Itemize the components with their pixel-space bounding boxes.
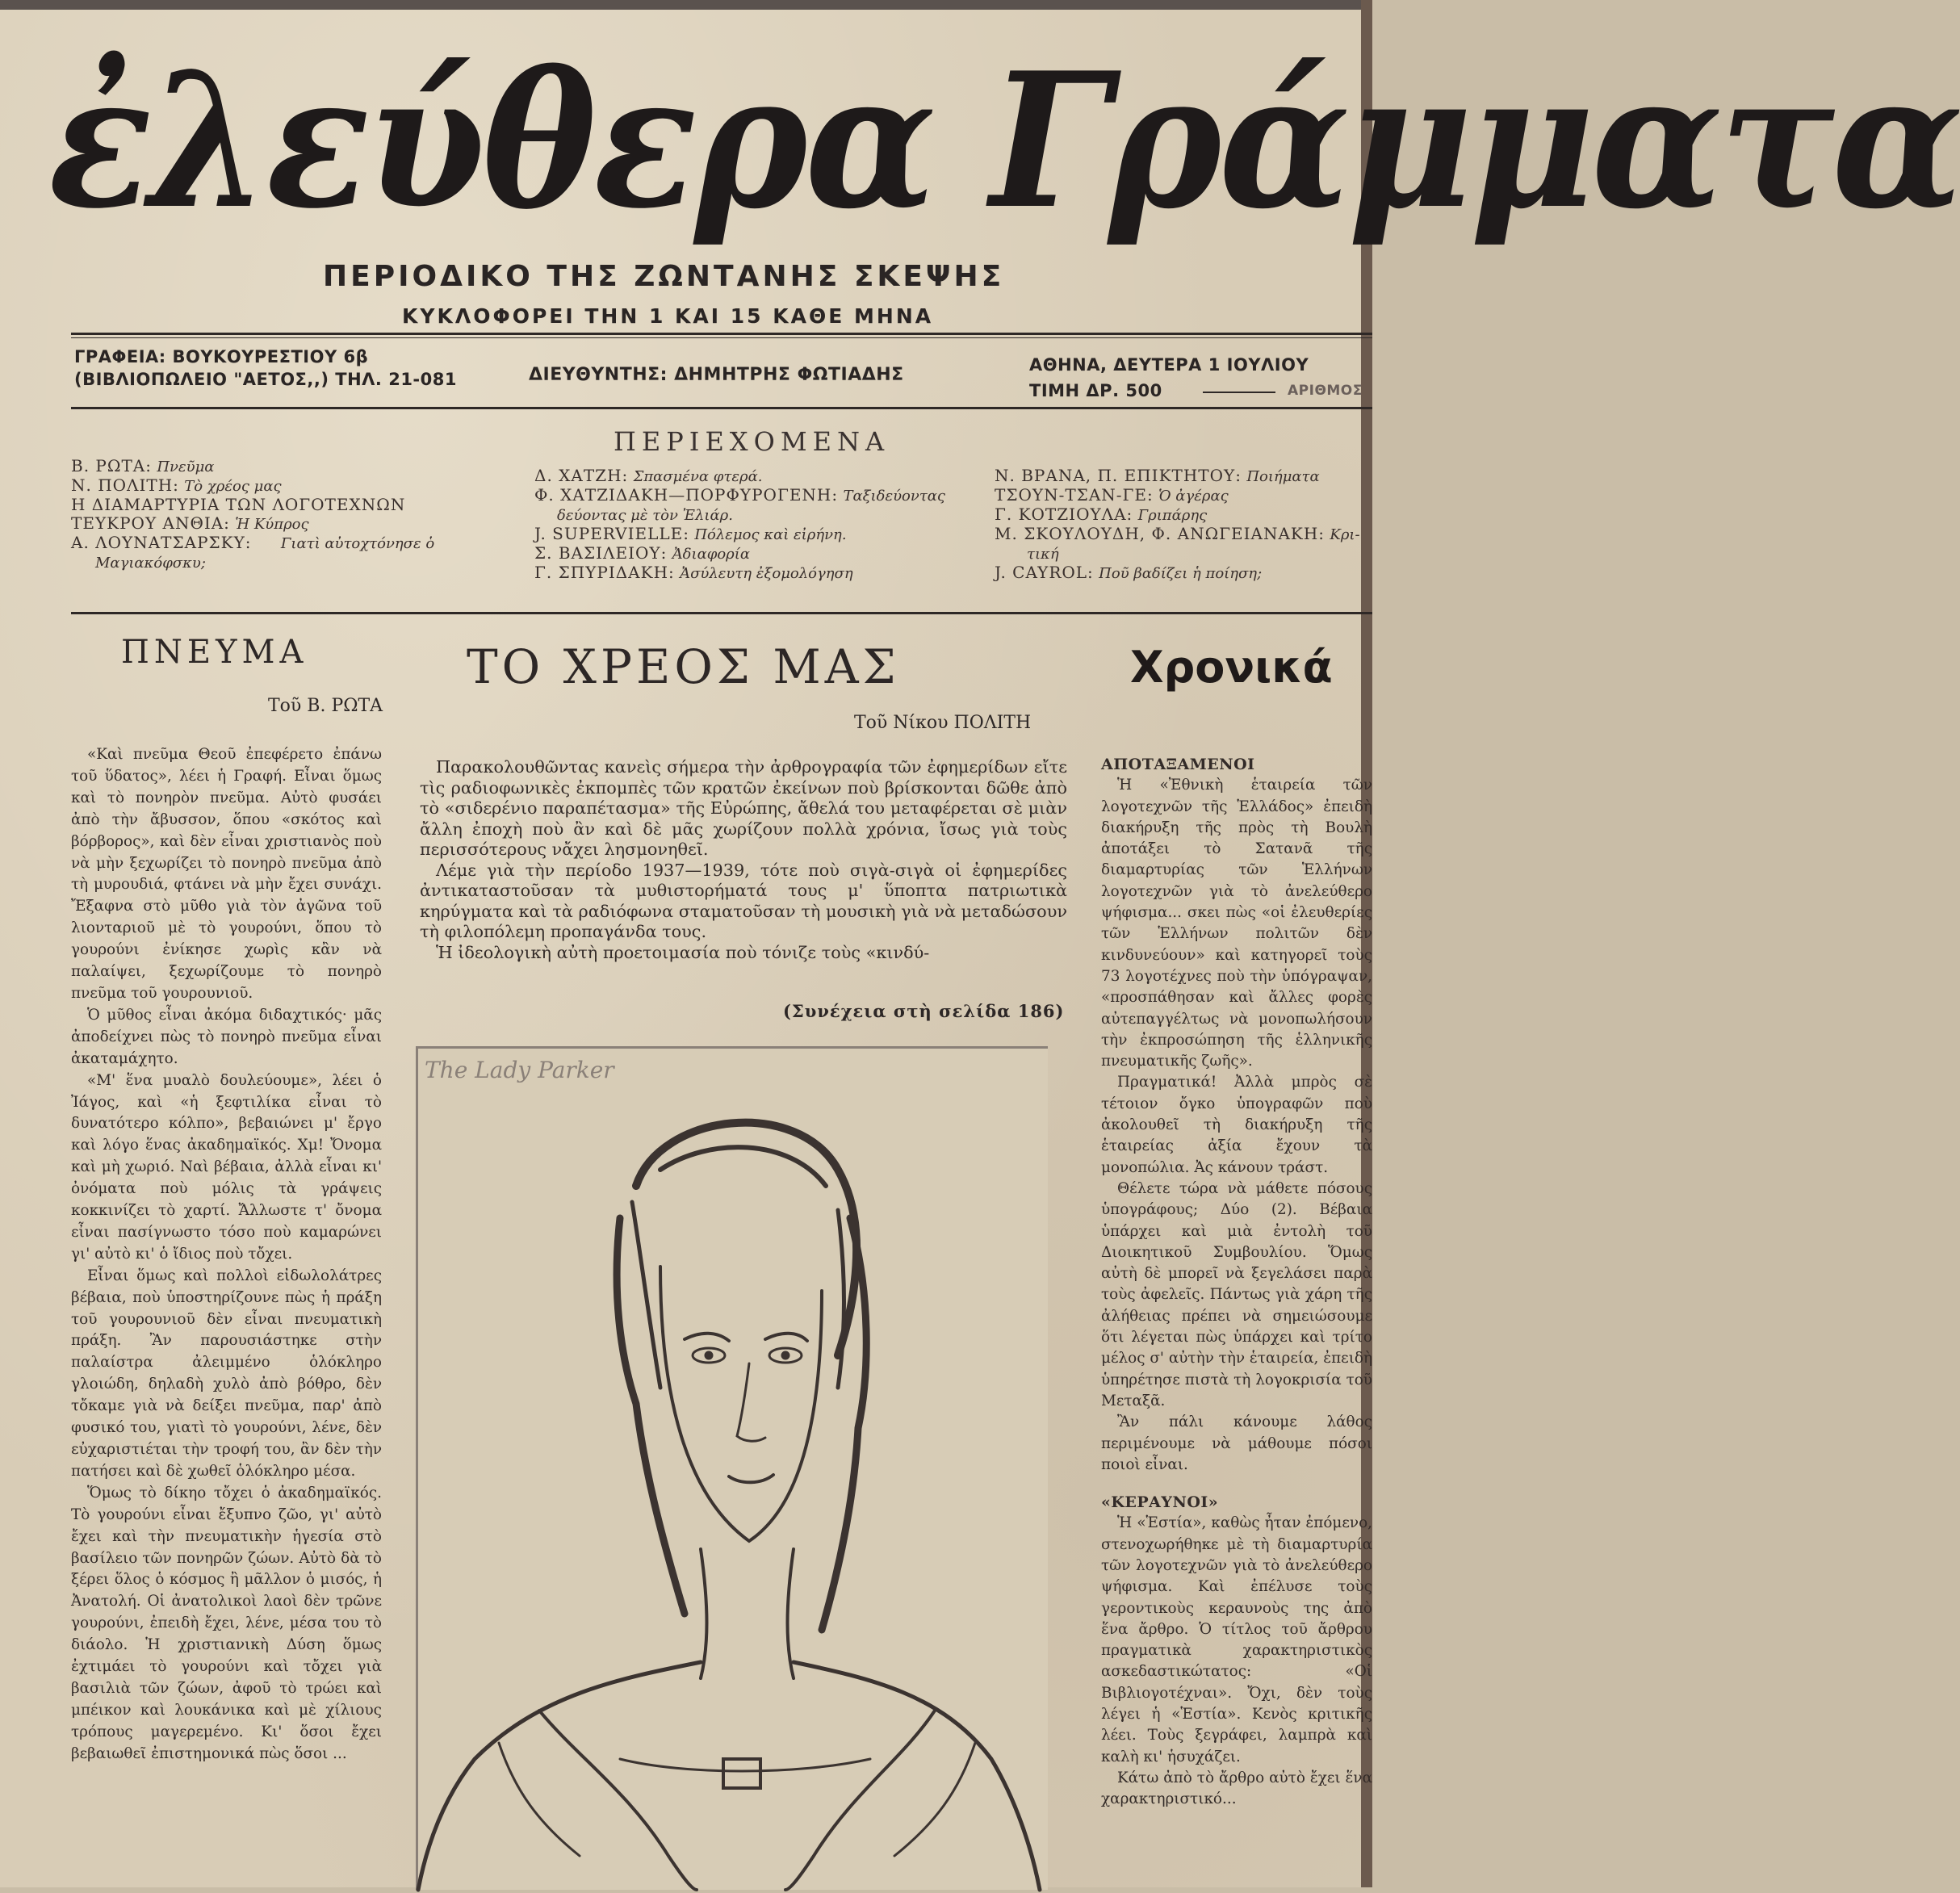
paragraph: Ἡ ἰδεολογικὴ αὐτὴ προετοιμασία ποὺ τόνιζε τοὺς «κινδύ- xyxy=(436,942,930,962)
article-xronika-body xyxy=(1101,749,1372,1887)
article-pneuma-body xyxy=(71,744,382,1883)
continued-note: (Συνέχεια στὴ σελίδα 186) xyxy=(783,1001,1065,1021)
paragraph: Ὅμως τὸ δίκηο τὄχει ὁ ἀκαδημαϊκός. Τὸ γουρούνι εἶναι ἔξυπνο ζῶο, γι' αὐτὸ ἔχει καὶ τὴν πνευματικὴν ἡγεσία στὸ βασίλειο τῶν πονηρῶν ζώων. Αὐτὸ δὰ τὸ ξέρει ὅλος ὁ κόσμος ἢ μᾶλλον ὁ μισός, ἡ Ἀνατολή. Οἱ ἀνατολικοὶ λαοὶ δὲν τρῶνε γουρούνι, ἐπειδὴ ἔχει, λένε, μέσα του τὸ διάολο. Ἡ χριστιανικὴ Δύση ὅμως ἐχτιμάει τὸ γουρούνι καὶ τὄχει γιὰ βασιλιὰ τῶν ζώων, ἀφοῦ τὸ τρώει καὶ μπέικον καὶ λουκάνικα καὶ μὲ χίλιους τρόπους μαγερεμένο. Κι' ὅσοι ἔχει βεβαιωθεῖ ἐπιστημονικά πὼς ὅσοι ... xyxy=(71,1484,382,1762)
toc-item: Γ. ΚΟΤΖΙΟΥΛΑ: Γριπάρης xyxy=(995,505,1208,524)
toc-item: Δ. ΧΑΤΖΗ: Σπασμένα φτερά. xyxy=(534,466,763,485)
offices-address: ΓΡΑΦΕΙΑ: ΒΟΥΚΟΥΡΕΣΤΙΟΥ 6β xyxy=(74,347,369,366)
toc-item: ΤΕΥΚΡΟΥ ΑΝΘΙΑ: Ἡ Κύπρος xyxy=(71,513,309,533)
paragraph: «Μ' ἕνα μυαλὸ δουλεύουμε», λέει ὁ Ἰάγος, καὶ «ἡ ξεφτιλίκα εἶναι τὸ δυνατότερο κόλπο», βεβαιώνει μ' ἔργο καὶ λόγο ἕνας ἀκαδημαϊκός. Χμ! Ὄνομα καὶ μὴ χωριό. Ναὶ βέβαια, ἀλλὰ εἶναι κι' ὀνόματα ποὺ μόλις τὰ γράψεις κοκκινίζει τὸ χαρτί. Ἄλλωστε τ' ὄνομα εἶναι πασίγνωστο τόσο ποὺ καμαρώνει γι' αὐτὸ κι' ὁ ἴδιος ποὺ τὄχει. xyxy=(71,1071,382,1263)
toc-item: Φ. ΧΑΤΖΙΔΑΚΗ—ΠΟΡΦΥΡΟΓΕΝΗ: Ταξιδεύοντας xyxy=(534,485,946,505)
paragraph: Ἂν πάλι κάνουμε λάθος περιμένουμε νὰ μάθουμε πόσοι ποιοὶ εἶναι. xyxy=(1101,1413,1372,1473)
contents-column-2 xyxy=(534,467,945,583)
portrait-illustration xyxy=(416,1046,1048,1890)
info-bottom-rule xyxy=(71,407,1372,409)
toc-item: Ν. ΒΡΑΝΑ, Π. ΕΠΙΚΤΗΤΟΥ: Ποιήματα xyxy=(995,466,1320,485)
paragraph: Πραγματικά! Ἀλλὰ μπρὸς σὲ τέτοιον ὄγκο ὑπογραφῶν ποὺ ἀκολουθεῖ τὴ διακήρυξη τῆς ἑταιρείας ἀξία ἔχουν τὰ μονοπώλια. Ἀς κάνουν τράστ. xyxy=(1101,1074,1372,1176)
contents-bottom-rule xyxy=(71,612,1372,614)
toc-item: Γ. ΣΠΥΡΙΔΑΚΗ: Ἀσύλευτη ἐξομολόγηση xyxy=(534,563,853,582)
toc-item: Σ. ΒΑΣΙΛΕΙΟΥ: Ἀδιαφορία xyxy=(534,543,750,563)
toc-item: Ν. ΠΟΛΙΤΗ: Τὸ χρέος μας xyxy=(71,475,282,495)
info-top-rule-thin xyxy=(71,337,1372,338)
paragraph: Ἡ «Ἑστία», καθὼς ἦταν ἐπόμενο, στενοχωρήθηκε μὲ τὴ διαμαρτυρία τῶν λογοτεχνῶν γιὰ τὸ ἀνελεύθερο ψήφισμα. Καὶ ἐπέλυσε τοὺς γεροντικοὺς κεραυνοὺς της ἀπὸ ἕνα ἄρθρο. Ὁ τίτλος τοῦ ἄρθρου πραγματικὰ χαρακτηριστικὸς ασκεδαστικώτατος: «Οἱ Βιβλιογοτέχναι». Ὄχι, δὲν τοὺς λέγει ἡ «Ἑστία». Κενὸς κριτικῆς λέει. Τοὺς ξεγράφει, λαμπρὰ καὶ καλὴ κι' ἡσυχάζει. xyxy=(1101,1514,1372,1765)
contents-column-1 xyxy=(71,457,434,572)
info-top-rule xyxy=(71,333,1372,335)
portrait-caption: The Lady Parker xyxy=(425,1057,614,1083)
contents-title: ΠΕΡΙΕΧΟΜΕΝΑ xyxy=(614,426,890,457)
masthead xyxy=(48,32,1960,266)
masthead-title: ἐλεύθερα Γράμματα xyxy=(48,32,1960,250)
masthead-subtitle: ΠΕΡΙΟΔΙΚΟ ΤΗΣ ΖΩΝΤΑΝΗΣ ΣΚΕΨΗΣ xyxy=(323,260,1005,293)
paragraph: Ὁ μῦθος εἶναι ἀκόμα διδαχτικός· μᾶς ἀποδείχνει πὼς τὸ πονηρὸ πνεῦμα εἶναι ἀκαταμάχητο. xyxy=(71,1006,382,1067)
paragraph: Θέλετε τώρα νὰ μάθετε πόσους ὑπογράφους; Δύο (2). Βέβαια ὑπάρχει καὶ μιὰ ἐντολὴ τοῦ Διοικητικοῦ Συμβουλίου. Ὅμως αὐτὴ δὲ μπορεῖ νὰ ξεγελάσει παρὰ τοὺς ἀφελεῖς. Πάντως γιὰ χάρη τῆς ἀλήθειας πρέπει νὰ σημειώσουμε ὅτι λέγεται πὼς ὑπάρχει καὶ τρίτο μέλος σ' αὐτὴν τὴν ἑταιρεία, ἐπειδὴ ὑπηρέτησε πιστὰ τὴ λογοκρισία τοῦ Μεταξᾶ. xyxy=(1101,1179,1372,1409)
toc-item: Β. ΡΩΤΑ: Πνεῦμα xyxy=(71,456,215,475)
toc-item: τική xyxy=(1027,546,1059,563)
toc-item: J. SUPERVIELLE: Πόλεμος καὶ εἰρήνη. xyxy=(534,524,847,543)
article-xreos-byline: Τοῦ Νίκου ΠΟΛΙΤΗ xyxy=(854,713,1032,733)
paragraph: Ἡ «Ἐθνικὴ ἑταιρεία τῶν λογοτεχνῶν τῆς Ἑλλάδος» ἐπειδὴ διακήρυξη τῆς πρὸς τὴ Βουλὴ ἀποτάξει τὸ Σατανᾶ τῆς διαμαρτυρίας τῶν Ἑλλήνων λογοτεχνῶν γιὰ τὸ ἀνελεύθερο ψήφισμα... σκει πὼς «οἱ ἐλευθερίες τῶν Ἑλλήνων πολιτῶν δὲν κινδυνεύουν» καὶ κατηγορεῖ τοὺς 73 λογοτέχνες ποὺ τὴν ὑπόγραψαν, «προσπάθησαν καὶ ἄλλες φορὲς αὐτεπαγγέλτως νὰ μονοπωλήσουν τὴν ἐκπροσώπηση τῆς ἑλληνικῆς πνευματικῆς ζωῆς». xyxy=(1101,777,1372,1070)
paragraph: Κάτω ἀπὸ τὸ ἄρθρο αὐτὸ ἔχει ἕνα χαρακτηριστικό... xyxy=(1101,1769,1372,1808)
bookshop-phone: (ΒΙΒΛΙΟΠΩΛΕΙΟ "ΑΕΤΟΣ,,) ΤΗΛ. 21-081 xyxy=(74,370,457,389)
article-xreos-body xyxy=(420,757,1067,962)
toc-item: Μαγιακόφσκυ; xyxy=(95,555,206,572)
toc-item: Μ. ΣΚΟΥΛΟΥΔΗ, Φ. ΑΝΩΓΕΙΑΝΑΚΗ: Κρι- xyxy=(995,524,1360,543)
scan-top-edge xyxy=(0,0,1372,10)
issue-number-label: ΑΡΙΘΜΟΣ xyxy=(1288,383,1363,399)
toc-item: Α. ΛΟΥΝΑΤΣΑΡΣΚΥ: Γιατὶ αὐτοχτόνησε ὁ xyxy=(71,533,435,552)
paragraph: «Καὶ πνεῦμα Θεοῦ ἐπεφέρετο ἐπάνω τοῦ ὕδατος», λέει ἡ Γραφή. Εἶναι ὅμως καὶ τὸ πονηρὸν πνεῦμα. Αὐτὸ φυσάει ἀπὸ τὴν ἄβυσσον, ὅπου «σκότος καὶ βόρβορος», καὶ δὲν εἶναι χριστιανὸς ποὺ νὰ μὴν ξεχωρίζει τὸ πονηρὸ πνεῦμα ἀπὸ τὴ μυρουδιά, φτάνει νὰ μὴν ἔχει συνάχι. Ἔξαφνα στὸ μῦθο γιὰ τὸν ἀγῶνα τοῦ λιονταριοῦ μὲ τὸ γουρούνι, ὅπου τὸ γουρούνι ἐνίκησε χωρὶς κἂν νὰ παλαίψει, ξεχωρίζουμε τὸ πονηρὸ πνεῦμα τοῦ γουρουνιοῦ. xyxy=(71,746,382,1002)
issue-date: ΑΘΗΝΑ, ΔΕΥΤΕΡΑ 1 ΙΟΥΛΙΟΥ xyxy=(1029,355,1309,375)
price-dash xyxy=(1203,392,1275,393)
portrait-sketch xyxy=(418,1049,1048,1890)
paragraph: Λέμε γιὰ τὴν περίοδο 1937—1939, τότε ποὺ σιγὰ-σιγὰ οἱ ἐφημερίδες ἀντικαταστοῦσαν τὰ μυθιστορήματά τους μ' ὕποπτα πατριωτικὰ κηρύγματα καὶ τὰ ραδιόφωνα σταματοῦσαν τὴ μουσικὴ γιὰ νὰ μεταδώσουν τὴ φιλοπόλεμη προπαγάνδα τους. xyxy=(420,860,1067,941)
toc-item: ΤΣΟΥΝ-ΤΣΑΝ-ΓΕ: Ὁ ἀγέρας xyxy=(995,485,1229,505)
article-pneuma-byline: Τοῦ Β. ΡΩΤΑ xyxy=(268,696,383,716)
contents-column-3 xyxy=(995,467,1360,583)
article-xronika-title: Χρονικά xyxy=(1130,642,1333,693)
issue-price: ΤΙΜΗ ΔΡ. 500 xyxy=(1029,381,1162,400)
paragraph: Εἶναι ὅμως καὶ πολλοὶ εἰδωλολάτρες βέβαια, ποὺ ὑποστηρίζουνε πὼς ἡ πράξη τοῦ γουρουνιοῦ δὲν εἶναι πνευματικὴ πράξη. Ἂν παρουσιάστηκε στὴν παλαίστρα ἀλειμμένο ὁλόκληρο γλοιώδη, δηλαδὴ χυλὸ ἀπὸ βόθρο, δὲν τὄκαμε γιὰ νὰ δείξει πνεῦμα, παρ' ἀπὸ φυσικό του, γιατὶ τὸ γουρούνι, λένε, δὲν εὐχαριστιέται τὴν τροφή του, ἂν δὲν τὴν πατήσει καὶ δὲ χωθεῖ ὁλόκληρο μέσα. xyxy=(71,1267,382,1480)
publication-frequency: ΚΥΚΛΟΦΟΡΕΙ ΤΗΝ 1 ΚΑΙ 15 ΚΑΘΕ ΜΗΝΑ xyxy=(402,304,934,328)
director: ΔΙΕΥΘΥΝΤΗΣ: ΔΗΜΗΤΡΗΣ ΦΩΤΙΑΔΗΣ xyxy=(529,365,904,385)
paragraph: Παρακολουθῶντας κανεὶς σήμερα τὴν ἀρθρογραφία τῶν ἐφημερίδων εἴτε τὶς ραδιοφωνικὲς ἐκπομπὲς τῶν κρατῶν ἐκείνων ποὺ βρίσκονται δῶθε ἀπὸ τὸ «σιδερένιο παραπέτασμα» τῆς Εὐρώπης, ἄθελά του μεταφέρεται σὲ μιὰν ἄλλη ἐποχὴ ποὺ ἂν καὶ δὲ μᾶς χωρίζουν πολλὰ χρόνια, ἴσως γιὰ τοὺς περισσότερους νἄχει λησμονηθεῖ. xyxy=(420,757,1067,859)
toc-item: J. CAYROL: Ποῦ βαδίζει ἡ ποίηση; xyxy=(995,563,1263,582)
section-heading: «ΚΕΡΑΥΝΟΙ» xyxy=(1101,1493,1219,1512)
toc-item: Η ΔΙΑΜΑΡΤΥΡΙΑ ΤΩΝ ΛΟΓΟΤΕΧΝΩΝ xyxy=(71,495,406,514)
article-pneuma-title: ΠΝΕΥΜΑ xyxy=(121,634,308,671)
toc-item: δεύοντας μὲ τὸν Ἐλιάρ. xyxy=(557,507,733,524)
section-heading: ΑΠΟΤΑΞΑΜΕΝΟΙ xyxy=(1101,756,1255,773)
article-xreos-title: ΤΟ ΧΡΕΟΣ ΜΑΣ xyxy=(467,639,900,694)
